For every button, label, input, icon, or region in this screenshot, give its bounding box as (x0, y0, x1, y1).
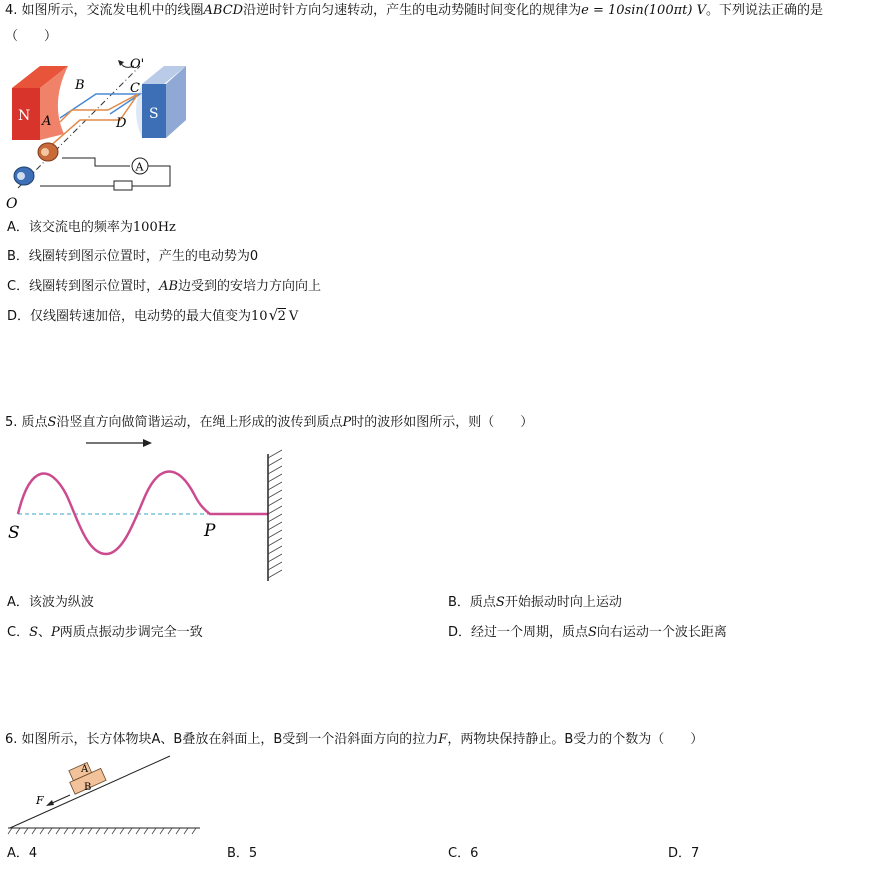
q5-stem: 5. 质点S沿竖直方向做简谐运动，在绳上形成的波传到质点P时的波形如图所示，则（ ） (5, 415, 534, 430)
label-p: P (204, 521, 216, 541)
rotation-arrowhead (118, 60, 124, 66)
q5-wave-figure (0, 436, 300, 586)
q5-option-d[interactable]: D．经过一个周期，质点S向右运动一个波长距离 (448, 625, 727, 640)
label-s: S (8, 523, 20, 543)
q4-generator-figure (0, 48, 200, 213)
q6-incline-figure (0, 752, 210, 840)
label-o-prime: O' (130, 57, 145, 72)
label-c: C (130, 81, 140, 96)
wave-curve (18, 472, 268, 555)
label-f: F (36, 794, 44, 807)
label-d: D (116, 116, 127, 131)
propagation-arrowhead (143, 439, 152, 447)
q6-stem: 6. 如图所示，长方体物块A、B叠放在斜面上，B受到一个沿斜面方向的拉力F，两物块保持静止。B受力的个数为（ ） (5, 732, 704, 747)
label-o: O (6, 196, 18, 212)
resistor (114, 181, 132, 190)
force-arrowhead (46, 800, 54, 806)
label-b: B (75, 78, 85, 93)
q6-option-c[interactable]: C．6 (448, 846, 479, 861)
slip-ring-front-inner (41, 148, 49, 156)
label-n: N (18, 108, 31, 124)
q5-option-b[interactable]: B．质点S开始振动时向上运动 (448, 595, 622, 610)
q6-option-d[interactable]: D．7 (668, 846, 700, 861)
q4-option-d[interactable]: D．仅线圈转速加倍，电动势的最大值变为10 √ 2 V (7, 306, 299, 324)
label-b: B (84, 782, 92, 793)
q5-option-c[interactable]: C．S、P两质点振动步调完全一致 (7, 625, 203, 640)
coil-back (60, 94, 140, 118)
ground-hatching (8, 828, 196, 834)
q4-stem: 4. 如图所示，交流发电机中的线圈ABCD沿逆时针方向匀速转动，产生的电动势随时间变化的规律为e = 10sin(100πt) V。下列说法正确的是 (5, 3, 823, 18)
wall-hatching (268, 450, 282, 578)
label-a: A (42, 114, 52, 129)
q5-option-a[interactable]: A．该波为纵波 (7, 595, 94, 610)
ammeter-label: A (135, 160, 144, 174)
q6-option-b[interactable]: B．5 (227, 846, 258, 861)
slip-ring-back-inner (17, 172, 25, 180)
q6-option-a[interactable]: A．4 (7, 846, 38, 861)
label-a: A (81, 764, 89, 775)
q4-blank: （ ） (5, 29, 58, 44)
circuit-wire-top (62, 158, 130, 166)
q4-option-a[interactable]: A．该交流电的频率为100Hz (7, 220, 176, 235)
q4-option-b[interactable]: B．线圈转到图示位置时，产生的电动势为0 (7, 249, 259, 264)
q4-option-c[interactable]: C．线圈转到图示位置时，AB边受到的安培力方向向上 (7, 279, 322, 294)
label-s: S (149, 106, 159, 122)
